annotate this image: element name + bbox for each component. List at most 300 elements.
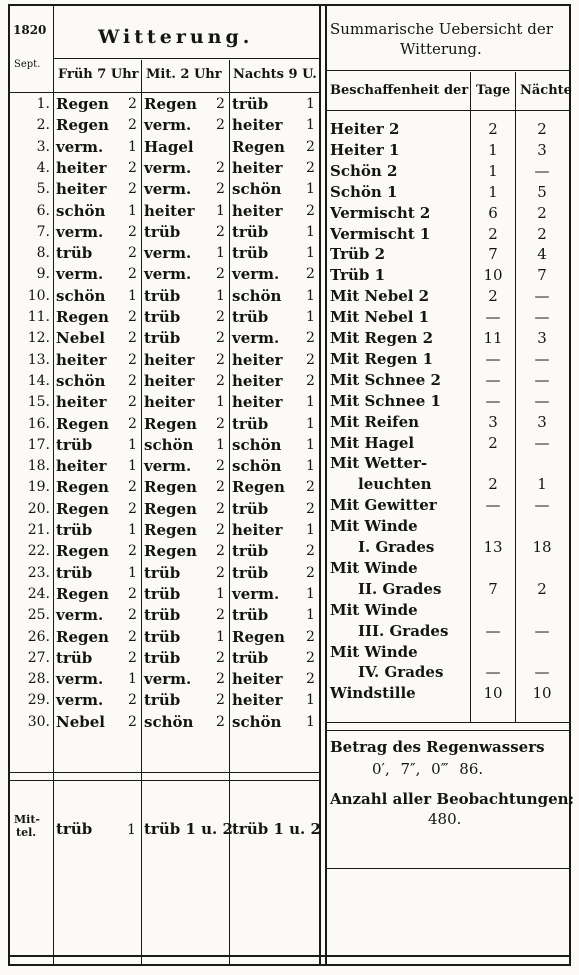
morning-weather: Regen	[56, 116, 109, 135]
morning-weather: trüb	[56, 435, 93, 454]
night-weather: schön	[232, 435, 282, 454]
summary-nights: 2	[537, 224, 547, 243]
morning-weather: Regen	[56, 95, 109, 113]
night-weather: schön	[232, 712, 282, 731]
morning-weather: heiter	[56, 158, 107, 177]
day-number: 8.	[36, 245, 50, 262]
summary-label: Mit Winde	[330, 517, 418, 536]
summary-label: Schön 1	[330, 182, 398, 201]
summary-days: 2	[488, 224, 498, 243]
noon-grade: 2	[216, 181, 225, 198]
night-grade: 1	[306, 585, 315, 602]
year: 1820	[13, 23, 47, 37]
noon-grade: 2	[216, 671, 225, 688]
morning-weather: heiter	[56, 457, 107, 476]
summary-nights: —	[534, 496, 550, 515]
noon-weather: Regen	[144, 521, 197, 539]
day-number: 14.	[27, 372, 50, 389]
summary-label: Trüb 1	[330, 266, 386, 285]
night-grade: 1	[306, 415, 315, 432]
noon-weather: trüb	[144, 584, 181, 603]
morning-weather: verm.	[56, 222, 104, 241]
rule-section-divider-2	[325, 6, 327, 964]
summary-days: 2	[488, 433, 498, 452]
summary-days: —	[485, 349, 501, 368]
morning-weather: verm.	[56, 137, 104, 156]
night-grade: 1	[306, 309, 315, 325]
summary-nights: 1	[537, 475, 547, 494]
morning-grade: 1	[128, 202, 137, 219]
day-number: 21.	[27, 522, 50, 538]
summary-days: —	[485, 370, 501, 389]
morning-grade: 2	[128, 543, 137, 560]
noon-grade: 2	[216, 500, 225, 517]
mean-morning: trüb	[56, 820, 93, 838]
summary-nights: 2	[537, 579, 547, 598]
day-number: 1.	[36, 96, 50, 112]
noon-grade: 2	[216, 543, 225, 560]
morning-grade: 2	[128, 607, 137, 624]
rule-above-rain	[327, 722, 569, 723]
night-weather: Regen	[232, 627, 285, 646]
summary-nights: —	[534, 621, 550, 640]
summary-nights: 3	[537, 329, 547, 347]
day-number: 16.	[27, 415, 50, 432]
morning-weather: trüb	[56, 521, 93, 539]
day-number: 26.	[27, 628, 50, 645]
night-grade: 2	[306, 330, 315, 347]
noon-weather: heiter	[144, 350, 195, 369]
night-grade: 2	[306, 372, 315, 389]
mean-label-2: tel.	[16, 826, 37, 839]
weather-title: Witterung.	[98, 26, 254, 48]
summary-title-1: Summarische Uebersicht der	[330, 20, 553, 38]
morning-grade: 2	[128, 415, 137, 432]
day-number: 25.	[27, 607, 50, 624]
night-grade: 2	[306, 628, 315, 645]
morning-grade: 2	[128, 330, 137, 347]
summary-nights: 7	[537, 266, 547, 285]
night-weather: heiter	[232, 116, 283, 135]
night-grade: 1	[306, 245, 315, 262]
morning-grade: 2	[128, 266, 137, 283]
month: Sept.	[14, 59, 41, 70]
summary-nights: —	[534, 287, 550, 306]
noon-grade: 2	[216, 607, 225, 624]
noon-grade: 2	[216, 159, 225, 176]
noon-weather: Regen	[144, 95, 197, 113]
day-number: 6.	[36, 202, 50, 219]
summary-days: 1	[488, 161, 498, 180]
mean-morning-grade: 1	[127, 822, 136, 838]
summary-days: 2	[488, 475, 498, 494]
morning-grade: 2	[128, 96, 137, 112]
summary-label: I. Grades	[358, 538, 435, 556]
night-grade: 1	[306, 181, 315, 198]
noon-weather: schön	[144, 435, 194, 454]
morning-grade: 2	[128, 372, 137, 389]
noon-weather: trüb	[144, 286, 181, 305]
morning-grade: 2	[128, 692, 137, 709]
morning-weather: Nebel	[56, 712, 105, 731]
morning-grade: 2	[128, 479, 137, 496]
morning-grade: 1	[128, 671, 137, 688]
night-weather: trüb	[232, 414, 269, 433]
night-grade: 1	[306, 223, 315, 240]
night-grade: 2	[306, 564, 315, 581]
summary-label: Mit Hagel	[330, 433, 415, 452]
summary-days: —	[485, 391, 501, 410]
summary-nights: —	[534, 161, 550, 180]
rule-under-title	[54, 58, 319, 59]
night-weather: schön	[232, 180, 282, 199]
night-weather: trüb	[232, 244, 269, 263]
noon-grade: 1	[216, 202, 225, 219]
morning-weather: Regen	[56, 478, 109, 497]
night-grade: 2	[306, 479, 315, 496]
night-grade: 2	[306, 351, 315, 368]
summary-nights: 3	[537, 140, 547, 159]
summary-label: Mit Nebel 2	[330, 287, 430, 306]
col-morning-header: Früh 7 Uhr	[58, 67, 139, 82]
col-days-header: Tage	[476, 83, 511, 98]
morning-weather: verm.	[56, 606, 104, 625]
summary-days: 1	[488, 182, 498, 201]
noon-weather: trüb	[144, 329, 181, 348]
noon-grade: 2	[216, 351, 225, 368]
morning-weather: trüb	[56, 563, 93, 582]
summary-days: 7	[488, 245, 498, 264]
rule-under-headers	[10, 92, 319, 93]
day-number: 17.	[27, 436, 50, 453]
summary-days: 6	[488, 203, 498, 222]
morning-weather: Regen	[56, 414, 109, 433]
noon-weather: Regen	[144, 478, 197, 497]
day-number: 2.	[36, 117, 50, 134]
night-weather: trüb	[232, 606, 269, 625]
rule-bottom	[10, 955, 569, 957]
night-grade: 1	[306, 96, 315, 112]
day-number: 5.	[36, 181, 50, 198]
noon-weather: verm.	[144, 265, 192, 284]
morning-weather: Regen	[56, 584, 109, 603]
morning-grade: 2	[128, 649, 137, 666]
morning-weather: schön	[56, 201, 106, 220]
noon-grade: 1	[216, 394, 225, 411]
summary-label: Mit Schnee 1	[330, 391, 441, 410]
summary-nights: 18	[532, 538, 552, 556]
col-night-header: Nachts 9 U.	[233, 67, 317, 82]
night-grade: 1	[306, 117, 315, 134]
rule-above-mean	[10, 772, 319, 773]
summary-label: Vermischt 1	[330, 224, 431, 243]
noon-weather: verm.	[144, 116, 192, 135]
day-number: 10.	[27, 287, 50, 304]
summary-label: Mit Winde	[330, 558, 418, 577]
night-weather: verm.	[232, 584, 280, 603]
morning-grade: 2	[128, 159, 137, 176]
rule-under-summary-headers	[327, 110, 569, 111]
noon-grade: 2	[216, 223, 225, 240]
summary-nights: 5	[537, 182, 547, 201]
summary-label: Mit Nebel 1	[330, 308, 430, 327]
noon-grade: 2	[216, 564, 225, 581]
morning-weather: Regen	[56, 542, 109, 561]
noon-grade: 2	[216, 479, 225, 496]
summary-nights: —	[534, 308, 550, 327]
day-number: 23.	[27, 564, 50, 581]
noon-weather: heiter	[144, 371, 195, 390]
day-number: 3.	[36, 138, 50, 155]
morning-grade: 2	[128, 585, 137, 602]
noon-weather: trüb	[144, 648, 181, 667]
night-weather: schön	[232, 286, 282, 305]
summary-days: 7	[488, 579, 498, 598]
morning-grade: 2	[128, 713, 137, 730]
day-number: 11.	[27, 309, 50, 325]
morning-grade: 1	[128, 522, 137, 538]
mean-label-1: Mit-	[14, 813, 41, 826]
noon-weather: trüb	[144, 627, 181, 646]
night-weather: Regen	[232, 478, 285, 497]
noon-weather: heiter	[144, 393, 195, 412]
day-number: 12.	[27, 330, 50, 347]
rule-day-column	[53, 6, 54, 964]
summary-days: 1	[488, 140, 498, 159]
night-weather: schön	[232, 457, 282, 476]
summary-nights: —	[534, 391, 550, 410]
morning-weather: Nebel	[56, 329, 105, 348]
morning-grade: 1	[128, 287, 137, 304]
noon-weather: trüb	[144, 222, 181, 241]
summary-nights: —	[534, 370, 550, 389]
night-grade: 2	[306, 649, 315, 666]
rule-above-rain-2	[327, 730, 569, 731]
noon-weather: verm.	[144, 244, 192, 263]
rain-label: Betrag des Regenwassers	[330, 738, 545, 756]
summary-days: 13	[483, 538, 503, 556]
noon-weather: heiter	[144, 201, 195, 220]
noon-grade: 2	[216, 266, 225, 283]
night-grade: 2	[306, 500, 315, 517]
morning-grade: 2	[128, 500, 137, 517]
noon-grade: 1	[216, 585, 225, 602]
night-grade: 1	[306, 713, 315, 730]
morning-grade: 2	[128, 309, 137, 325]
morning-weather: Regen	[56, 499, 109, 518]
summary-label: III. Grades	[358, 621, 449, 640]
night-weather: trüb	[232, 499, 269, 518]
morning-grade: 2	[128, 245, 137, 262]
noon-weather: verm.	[144, 180, 192, 199]
rule-above-mean-2	[10, 780, 319, 781]
summary-label: II. Grades	[358, 579, 442, 598]
summary-label: Schön 2	[330, 161, 398, 180]
morning-grade: 1	[128, 458, 137, 475]
night-weather: heiter	[232, 521, 283, 539]
night-grade: 1	[306, 522, 315, 538]
noon-weather: schön	[144, 712, 194, 731]
summary-label: Mit Wetter-	[330, 454, 428, 473]
col-nights-header: Nächte	[520, 83, 572, 98]
night-weather: heiter	[232, 350, 283, 369]
night-weather: Regen	[232, 137, 285, 156]
summary-nights: 2	[537, 203, 547, 222]
noon-grade: 1	[216, 287, 225, 304]
morning-grade: 2	[128, 117, 137, 134]
noon-weather: verm.	[144, 670, 192, 689]
night-grade: 2	[306, 266, 315, 283]
summary-nights: 4	[537, 245, 547, 264]
night-grade: 2	[306, 138, 315, 155]
noon-grade: 2	[216, 96, 225, 112]
morning-weather: Regen	[56, 308, 109, 326]
summary-label: Mit Winde	[330, 642, 418, 661]
summary-label: Mit Winde	[330, 600, 418, 619]
night-grade: 2	[306, 159, 315, 176]
night-grade: 2	[306, 671, 315, 688]
noon-weather: Regen	[144, 542, 197, 561]
morning-weather: heiter	[56, 180, 107, 199]
morning-weather: verm.	[56, 265, 104, 284]
summary-label: Mit Regen 2	[330, 329, 434, 347]
rule-under-summary-title	[327, 70, 569, 71]
noon-grade: 2	[216, 309, 225, 325]
rule-nights-column	[515, 72, 516, 722]
morning-grade: 2	[128, 181, 137, 198]
night-weather: trüb	[232, 308, 269, 326]
morning-weather: Regen	[56, 627, 109, 646]
rule-days-column	[470, 72, 471, 722]
night-grade: 1	[306, 692, 315, 709]
noon-grade: 2	[216, 330, 225, 347]
summary-days: 11	[483, 329, 503, 347]
noon-grade: 2	[216, 372, 225, 389]
morning-grade: 1	[128, 564, 137, 581]
summary-label: Mit Reifen	[330, 412, 420, 431]
noon-weather: verm.	[144, 158, 192, 177]
morning-weather: verm.	[56, 691, 104, 710]
day-number: 4.	[36, 159, 50, 176]
noon-weather: Hagel	[144, 137, 194, 156]
summary-label: IV. Grades	[358, 663, 444, 682]
summary-days: —	[485, 496, 501, 515]
summary-label: Trüb 2	[330, 245, 386, 264]
night-weather: heiter	[232, 691, 283, 710]
morning-weather: trüb	[56, 244, 93, 263]
night-weather: trüb	[232, 222, 269, 241]
night-weather: trüb	[232, 542, 269, 561]
day-number: 7.	[36, 223, 50, 240]
summary-label: Vermischt 2	[330, 203, 431, 222]
day-number: 30.	[27, 713, 50, 730]
day-number: 28.	[27, 671, 50, 688]
summary-days: —	[485, 308, 501, 327]
day-number: 13.	[27, 351, 50, 368]
summary-label: Mit Gewitter	[330, 496, 437, 515]
morning-grade: 2	[128, 628, 137, 645]
noon-weather: Regen	[144, 499, 197, 518]
noon-grade: 2	[216, 458, 225, 475]
night-weather: heiter	[232, 201, 283, 220]
night-grade: 2	[306, 543, 315, 560]
morning-weather: heiter	[56, 350, 107, 369]
night-weather: heiter	[232, 393, 283, 412]
summary-label: Heiter 1	[330, 140, 400, 159]
summary-nights: —	[534, 663, 550, 682]
noon-grade: 2	[216, 415, 225, 432]
night-weather: heiter	[232, 158, 283, 177]
summary-days: 3	[488, 412, 498, 431]
summary-days: —	[485, 663, 501, 682]
summary-nights: 10	[532, 684, 552, 703]
summary-label: Mit Schnee 2	[330, 370, 441, 389]
day-number: 29.	[27, 692, 50, 709]
day-number: 9.	[36, 266, 50, 283]
summary-days: —	[485, 621, 501, 640]
day-number: 20.	[27, 500, 50, 517]
morning-weather: schön	[56, 286, 106, 305]
noon-weather: trüb	[144, 308, 181, 326]
morning-grade: 1	[128, 138, 137, 155]
noon-grade: 2	[216, 522, 225, 538]
summary-nights: 3	[537, 412, 547, 431]
night-weather: trüb	[232, 563, 269, 582]
noon-grade: 2	[216, 713, 225, 730]
summary-nights: —	[534, 433, 550, 452]
night-weather: heiter	[232, 670, 283, 689]
summary-days: 2	[488, 287, 498, 306]
night-grade: 1	[306, 458, 315, 475]
night-weather: verm.	[232, 329, 280, 348]
summary-label: Mit Regen 1	[330, 349, 434, 368]
day-number: 27.	[27, 649, 50, 666]
summary-label: Windstille	[330, 684, 416, 703]
col-noon-header: Mit. 2 Uhr	[146, 67, 222, 82]
night-grade: 1	[306, 287, 315, 304]
morning-grade: 1	[128, 436, 137, 453]
day-number: 22.	[27, 543, 50, 560]
noon-grade: 2	[216, 649, 225, 666]
night-grade: 1	[306, 394, 315, 411]
col-quality-header: Beschaffenheit der	[330, 83, 469, 98]
summary-days: 10	[483, 684, 503, 703]
summary-label: Heiter 2	[330, 120, 400, 138]
morning-grade: 2	[128, 394, 137, 411]
noon-grade: 1	[216, 436, 225, 453]
summary-title-2: Witterung.	[400, 40, 482, 58]
summary-days: 10	[483, 266, 503, 285]
night-grade: 1	[306, 436, 315, 453]
noon-weather: trüb	[144, 563, 181, 582]
noon-grade: 2	[216, 117, 225, 134]
noon-weather: verm.	[144, 457, 192, 476]
day-number: 18.	[27, 458, 50, 475]
day-number: 19.	[27, 479, 50, 496]
morning-weather: schön	[56, 371, 106, 390]
summary-label: leuchten	[358, 475, 432, 494]
summary-days: 2	[488, 120, 498, 138]
morning-weather: heiter	[56, 393, 107, 412]
noon-weather: trüb	[144, 606, 181, 625]
summary-nights: 2	[537, 120, 547, 138]
day-number: 15.	[27, 394, 50, 411]
night-weather: heiter	[232, 371, 283, 390]
morning-grade: 2	[128, 351, 137, 368]
night-weather: verm.	[232, 265, 280, 284]
mean-night: trüb 1 u. 2	[232, 820, 321, 838]
night-grade: 1	[306, 607, 315, 624]
